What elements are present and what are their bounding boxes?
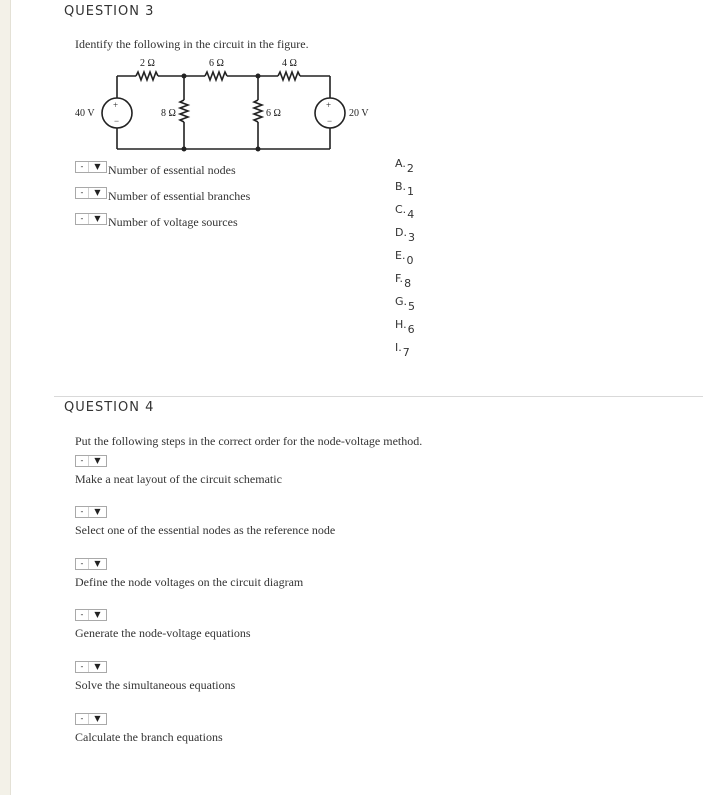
order-select-step-2[interactable]: - ▼ [75,506,107,518]
order-select-step-5[interactable]: - ▼ [75,661,107,673]
resistor-6-ohm-vertical [254,100,262,122]
step-label-3: Define the node voltages on the circuit diagram [75,575,304,589]
answer-select-voltage-sources[interactable]: - ▼ [75,213,107,225]
plus-sign-40v: + [113,100,119,110]
plus-sign-20v: + [326,100,332,110]
item-label-essential-nodes: Number of essential nodes [108,163,236,177]
label-6-ohm-top: 6 Ω [209,58,224,69]
question-4-prompt: Put the following steps in the correct order for the node-voltage method. [75,434,423,448]
option-i: I.7 [395,341,410,359]
order-select-step-1[interactable]: - ▼ [75,455,107,467]
resistor-4-ohm [278,72,300,80]
label-6-ohm-vertical: 6 Ω [266,108,281,119]
minus-sign-20v: − [327,116,333,126]
option-c: C.4 [395,203,415,221]
item-label-voltage-sources: Number of voltage sources [108,215,238,229]
resistor-2-ohm [136,72,158,80]
dropdown-arrow-icon: ▼ [94,662,101,671]
circuit-diagram [72,52,374,154]
dropdown-arrow-icon: ▼ [94,714,101,723]
answer-select-essential-nodes[interactable]: - ▼ [75,161,107,173]
option-f: F.8 [395,272,412,290]
minus-sign-40v: − [114,116,120,126]
order-select-step-4[interactable]: - ▼ [75,609,107,621]
step-label-5: Solve the simultaneous equations [75,678,236,692]
label-40v: 40 V [75,108,95,119]
step-label-6: Calculate the branch equations [75,730,223,744]
dropdown-arrow-icon: ▼ [94,214,101,223]
label-4-ohm: 4 Ω [282,58,297,69]
dropdown-arrow-icon: ▼ [94,456,101,465]
label-20v: 20 V [349,108,369,119]
question-3-prompt: Identify the following in the circuit in the figure. [75,37,309,51]
option-e: E.0 [395,249,414,267]
step-label-4: Generate the node-voltage equations [75,626,251,640]
option-h: H.6 [395,318,415,336]
option-a: A.2 [395,157,414,175]
dropdown-arrow-icon: ▼ [94,610,101,619]
option-d: D.3 [395,226,415,244]
resistor-8-ohm [180,100,188,122]
order-select-step-6[interactable]: - ▼ [75,713,107,725]
answer-select-essential-branches[interactable]: - ▼ [75,187,107,199]
question-divider [54,396,703,397]
order-select-step-3[interactable]: - ▼ [75,558,107,570]
question-3-title: QUESTION 3 [64,4,155,19]
step-label-2: Select one of the essential nodes as the reference node [75,523,336,537]
option-g: G.5 [395,295,416,313]
label-8-ohm: 8 Ω [161,108,176,119]
item-label-essential-branches: Number of essential branches [108,189,251,203]
dropdown-arrow-icon: ▼ [94,188,101,197]
label-2-ohm: 2 Ω [140,58,155,69]
resistor-6-ohm-top [205,72,227,80]
dropdown-arrow-icon: ▼ [94,507,101,516]
dropdown-arrow-icon: ▼ [94,559,101,568]
question-4-title: QUESTION 4 [64,400,155,415]
dropdown-arrow-icon: ▼ [94,162,101,171]
option-b: B.1 [395,180,415,198]
step-label-1: Make a neat layout of the circuit schematic [75,472,282,486]
page-left-border [0,0,11,795]
